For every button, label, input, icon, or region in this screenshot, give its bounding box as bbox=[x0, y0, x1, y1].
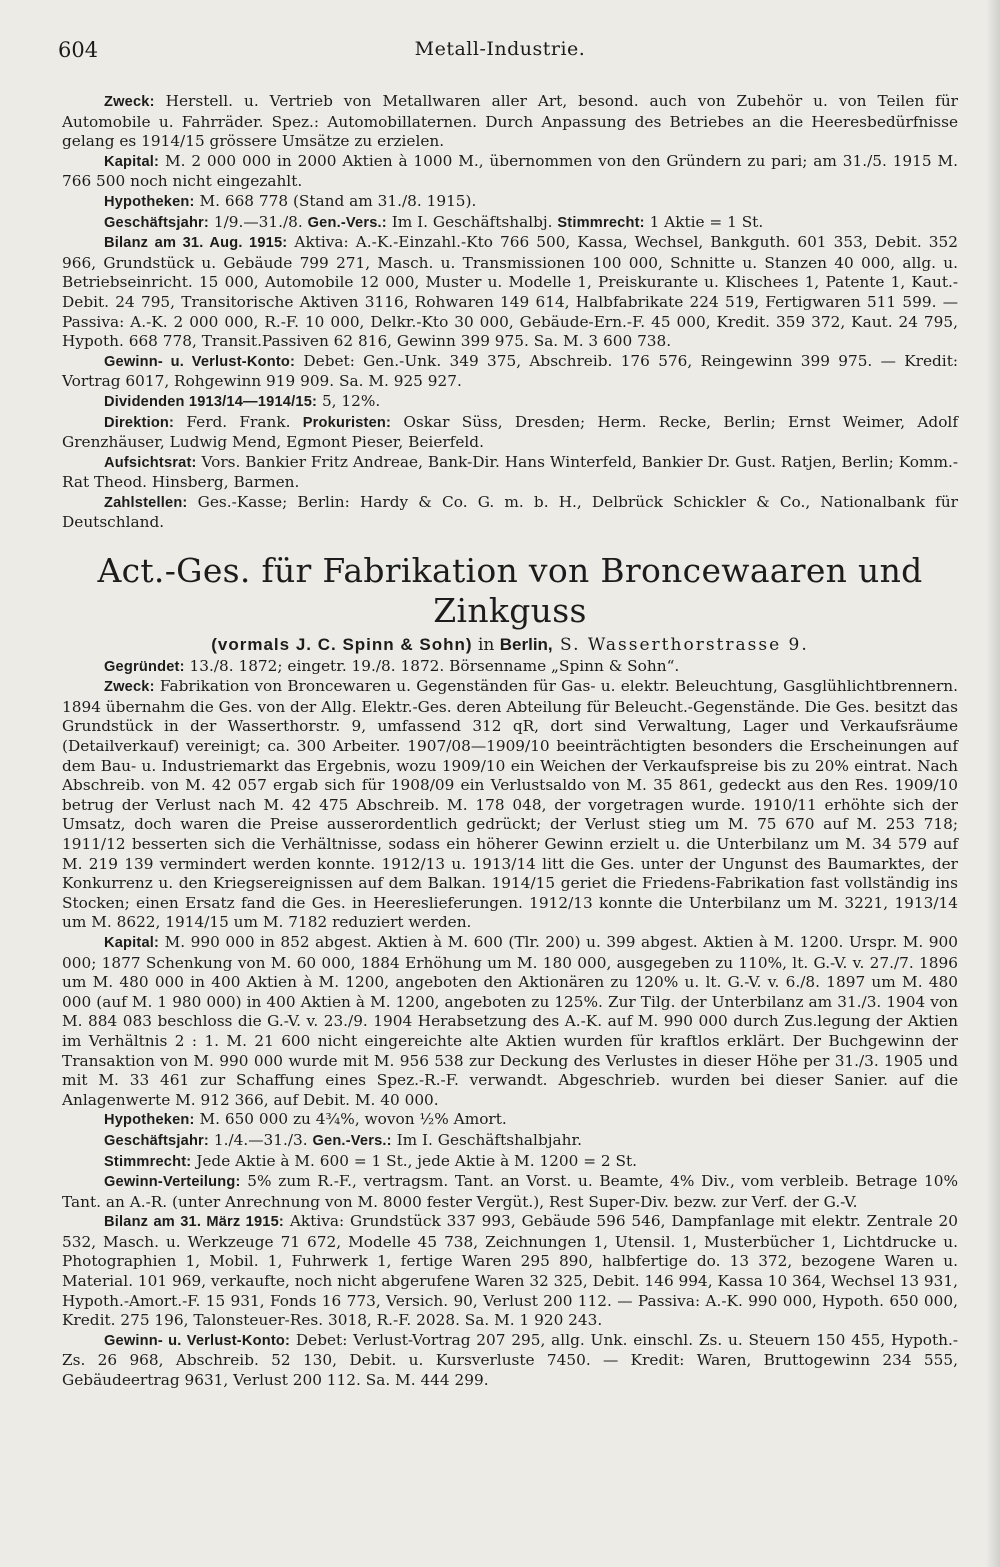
entry-label: Stimmrecht: bbox=[557, 214, 645, 231]
section-previous-company bbox=[62, 92, 958, 533]
entry-label: Hypotheken: bbox=[104, 193, 195, 210]
entry-paragraph bbox=[62, 1152, 958, 1173]
company-city: Berlin, bbox=[499, 635, 553, 655]
entry-text: Jede Aktie à M. 600 = 1 St., jede Aktie à M. 1200 = 2 St. bbox=[191, 1151, 638, 1170]
entry-label: Kapital: bbox=[104, 934, 160, 951]
entry-paragraph bbox=[62, 233, 958, 352]
company-sub-in: in bbox=[472, 635, 500, 656]
entry-text: M. 990 000 in 852 abgest. Aktien à M. 600 (Tlr. 200) u. 399 abgest. Aktien à M. 1200. Urspr. M. 900 000; 1877 Schenkung von M. 60 000, 1884 Erhöhung um M. 180 000, ausgegeben zu 110%, lt. G.-V. v. 27./7. 1896 um M. 480 000 in 400 Aktien à M. 1200, angeboten den Aktionären zu 120% u. lt. G.-V. v. 6./8. 1897 um M. 480 000 (auf M. 1 980 000) in 400 Aktien à M. 1200, angeboten zu 125%. Zur Tilg. der Unterbilanz am 31./3. 1904 von M. 884 083 beschloss die G.-V. v. 23./9. 1904 Herabsetzung des A.-K. auf M. 990 000 durch Zus.legung der Aktien im Verhältnis 2 : 1. M. 21 600 nicht eingereichte alte Aktien wurden für kraftlos erklärt. Der Buchgewinn der Transaktion von M. 990 000 wurde mit M. 956 538 zur Deckung des Verlustes in dieser Höhe per 31./3. 1905 und mit M. 33 461 zur Schaffung eines Spez.-R.-F. verwandt. Abgeschrieb. wurden bei dieser Sanier. auf die Anlagenwerte M. 912 366, auf Debit. M. 40 000. bbox=[62, 932, 958, 1109]
entry-paragraph bbox=[62, 352, 958, 392]
entry-paragraph bbox=[62, 92, 958, 152]
entry-text: 1./4.—31./3. bbox=[209, 1130, 313, 1149]
entry-label: Geschäftsjahr: bbox=[104, 1132, 209, 1149]
entry-label: Gen.-Vers.: bbox=[312, 1132, 392, 1149]
entry-paragraph bbox=[62, 1212, 958, 1331]
entry-text: M. 650 000 zu 4¾%, wovon ½% Amort. bbox=[194, 1110, 507, 1129]
company-former-name: (vormals J. C. Spinn & Sohn) bbox=[211, 635, 473, 655]
entry-text: 13./8. 1872; eingetr. 19./8. 1872. Börsenname „Spinn & Sohn“. bbox=[184, 656, 680, 675]
entry-paragraph bbox=[62, 192, 958, 213]
entry-paragraph bbox=[62, 413, 958, 453]
entry-text: 1/9.—31./8. bbox=[209, 212, 308, 231]
entry-label: Zahlstellen: bbox=[104, 494, 188, 511]
entry-text: 1 Aktie = 1 St. bbox=[644, 212, 764, 231]
entry-text: 5% zum R.-F., vertragsm. Tant. an Vorst. u. Beamte, 4% Div., vom verbleib. Betrage 10% Tant. an A.-R. (unter Anrechnung von M. 8000 fester Vergüt.), Rest Super-Div. bezw. zur Verf. der G.-V. bbox=[62, 1172, 958, 1211]
entry-text: Vors. Bankier Fritz Andreae, Bank-Dir. Hans Winterfeld, Bankier Dr. Gust. Ratjen, Berlin; Komm.-Rat Theod. Hinsberg, Barmen. bbox=[62, 452, 958, 492]
page-edge-shadow bbox=[986, 0, 1000, 1567]
entry-text: Aktiva: Grundstück 337 993, Gebäude 596 546, Dampfanlage mit elektr. Zentrale 20 532, Masch. u. Werkzeuge 71 672, Modelle 45 738, Zeichnungen 1, Utensil. 1, Musterbücher 1, Lichtdrucke u. Photographien 1, Mobil. 1, Fuhrwerk 1, fertige Waren 295 890, halbfertige do. 13 372, bezogene Waren u. Material. 101 969, verkaufte, noch nicht abgerufene Waren 32 325, Debit. 146 994, Kassa 10 364, Wechsel 13 931, Hypoth.-Amort.-F. 15 931, Fonds 16 773, Versich. 90, Verlust 200 112. — Passiva: A.-K. 990 000, Hypoth. 650 000, Kredit. 275 196, Talonsteuer-Res. 3018, R.-F. 2028. Sa. M. 1 920 243. bbox=[62, 1212, 959, 1330]
section-company-entry bbox=[62, 657, 958, 1391]
entry-label: Geschäftsjahr: bbox=[104, 214, 209, 231]
entry-text: M. 668 778 (Stand am 31./8. 1915). bbox=[194, 191, 477, 210]
entry-paragraph bbox=[62, 152, 958, 192]
company-heading: Act.-Ges. für Fabrikation von Broncewaaren und Zinkguss bbox=[97, 551, 923, 631]
entry-text: Debet: Verlust-Vortrag 207 295, allg. Unk. einschl. Zs. u. Steuern 150 455, Hypoth.-Zs. 26 968, Abschreib. 52 130, Debit. u. Kursverluste 7450. — Kredit: Waren, Bruttogewinn 234 555, Gebäudeertrag 9631, Verlust 200 112. Sa. M. 444 299. bbox=[62, 1330, 958, 1390]
text-column bbox=[62, 92, 958, 1391]
entry-paragraph bbox=[62, 677, 958, 933]
entry-label: Gewinn- u. Verlust-Konto: bbox=[104, 1332, 291, 1349]
entry-text: Im I. Geschäftshalbjahr. bbox=[391, 1130, 582, 1149]
entry-paragraph bbox=[62, 453, 958, 493]
entry-label: Gewinn-Verteilung: bbox=[104, 1174, 241, 1191]
entry-text: Ges.-Kasse; Berlin: Hardy & Co. G. m. b. H., Delbrück Schickler & Co., Nationalbank für Deutschland. bbox=[62, 492, 958, 532]
entry-paragraph bbox=[62, 1331, 958, 1391]
entry-paragraph bbox=[62, 1172, 958, 1212]
company-subheading bbox=[62, 635, 958, 656]
entry-label: Gewinn- u. Verlust-Konto: bbox=[104, 353, 296, 370]
entry-label: Zweck: bbox=[104, 679, 155, 696]
entry-label: Stimmrecht: bbox=[104, 1153, 192, 1170]
entry-label: Gen.-Vers.: bbox=[307, 214, 387, 231]
entry-paragraph bbox=[62, 657, 958, 678]
entry-label: Bilanz am 31. Aug. 1915: bbox=[104, 235, 288, 252]
entry-paragraph bbox=[62, 392, 958, 413]
entry-label: Zweck: bbox=[104, 94, 155, 110]
page-number: 604 bbox=[58, 38, 99, 62]
running-title: Metall-Industrie. bbox=[414, 38, 586, 60]
entry-label: Direktion: bbox=[104, 414, 175, 431]
entry-text: Fabrikation von Broncewaren u. Gegenständen für Gas- u. elektr. Beleuchtung, Gasglühlichtbrennern. 1894 übernahm die Ges. von der Allg. Elektr.-Ges. deren Abteilung für Beleucht.-Gegenstände. Die Ges. besitzt das Grundstück in der Wasserthorstr. 9, umfassend 312 qR, dort sind Verwaltung, Lager und Verkaufsräume (Detailverkauf) vereinigt; ca. 300 Arbeiter. 1907/08—1909/10 beeinträchtigten besonders die Erscheinungen auf dem Bau- u. Industriemarkt das Ergebnis, wozu 1909/10 ein Weichen der Verkaufspreise bis zu 20% eintrat. Nach Abschreib. von M. 42 057 ergab sich für 1908/09 ein Verlustsaldo von M. 35 861, gedeckt aus den Res. 1909/10 betrug der Verlust nach M. 42 475 Abschreib. M. 178 048, der vorgetragen wurde. 1910/11 erhöhte sich der Umsatz, doch waren die Preise ausserordentlich gedrückt; der Verlust stieg um M. 75 670 auf M. 253 718; 1911/12 besserten sich die Verhältnisse, sodass ein höherer Gewinn erzielt u. die Unterbilanz um M. 34 579 auf M. 219 139 vermindert werden konnte. 1912/13 u. 1913/14 litt die Ges. unter der Ungunst des Baumarktes, der Konkurrenz u. den Kriegsereignissen auf dem Balkan. 1914/15 geriet die Friedens-Fabrikation fast vollständig ins Stocken; einen Ersatz fand die Ges. in Heereslieferungen. 1912/13 konnte die Unterbilanz um M. 3221, 1913/14 um M. 8622, 1914/15 um M. 7182 reduziert werden. bbox=[62, 677, 958, 932]
entry-paragraph bbox=[62, 933, 958, 1110]
entry-paragraph bbox=[62, 1110, 958, 1131]
entry-paragraph bbox=[62, 213, 958, 234]
entry-paragraph bbox=[62, 493, 958, 533]
entry-text: Oskar Süss, Dresden; Herm. Recke, Berlin; Ernst Weimer, Adolf Grenzhäuser, Ludwig Mend, Egmont Pieser, Beierfeld. bbox=[62, 412, 958, 452]
entry-label: Gegründet: bbox=[104, 658, 185, 675]
entry-text: Im I. Geschäftshalbj. bbox=[386, 212, 558, 231]
entry-text: Debet: Gen.-Unk. 349 375, Abschreib. 176 576, Reingewinn 399 975. — Kredit: Vortrag 6017, Rohgewinn 919 909. Sa. M. 925 927. bbox=[62, 351, 958, 391]
entry-text: Aktiva: A.-K.-Einzahl.-Kto 766 500, Kassa, Wechsel, Bankguth. 601 353, Debit. 352 966, Grundstück u. Gebäude 799 271, Masch. u. Transmissionen 100 000, Schnitte u. Stanzen 40 000, allg. u. Betriebseinricht. 15 000, Automobile 12 000, Muster u. Modelle 1, Preiskurante u. Klischees 1, Patente 1, Kaut.-Debit. 24 795, Transitorische Aktiven 3116, Rohwaren 149 614, Halbfabrikate 224 519, Fertigwaren 511 599. — Passiva: A.-K. 2 000 000, R.-F. 10 000, Delkr.-Kto 30 000, Gebäude-Ern.-F. 45 000, Kredit. 359 372, Kaut. 24 795, Hypoth. 668 778, Transit.Passiven 62 816, Gewinn 399 975. Sa. M. 3 600 738. bbox=[62, 233, 958, 351]
entry-text: 5, 12%. bbox=[317, 391, 381, 410]
entry-label: Prokuristen: bbox=[302, 414, 392, 431]
entry-text: Ferd. Frank. bbox=[174, 412, 303, 431]
entry-label: Kapital: bbox=[104, 153, 160, 170]
page-header bbox=[58, 38, 942, 66]
entry-text: Herstell. u. Vertrieb von Metallwaren aller Art, besond. auch von Zubehör u. von Teilen für Automobile u. Fahrräder. Spez.: Automobillaternen. Durch Anpassung des Betriebes an die Heeresbedürfnisse gelang es 1914/15 grössere Umsätze zu erzielen. bbox=[62, 92, 958, 151]
entry-label: Aufsichtsrat: bbox=[104, 454, 197, 471]
entry-text: M. 2 000 000 in 2000 Aktien à 1000 M., übernommen von den Gründern zu pari; am 31./5. 1915 M. 766 500 noch nicht eingezahlt. bbox=[62, 151, 958, 191]
entry-label: Bilanz am 31. März 1915: bbox=[104, 1214, 284, 1231]
entry-label: Dividenden 1913/14—1914/15: bbox=[104, 393, 318, 410]
entry-paragraph bbox=[62, 1131, 958, 1152]
entry-label: Hypotheken: bbox=[104, 1112, 195, 1129]
company-address: S. Wasserthorstrasse 9. bbox=[552, 635, 809, 656]
